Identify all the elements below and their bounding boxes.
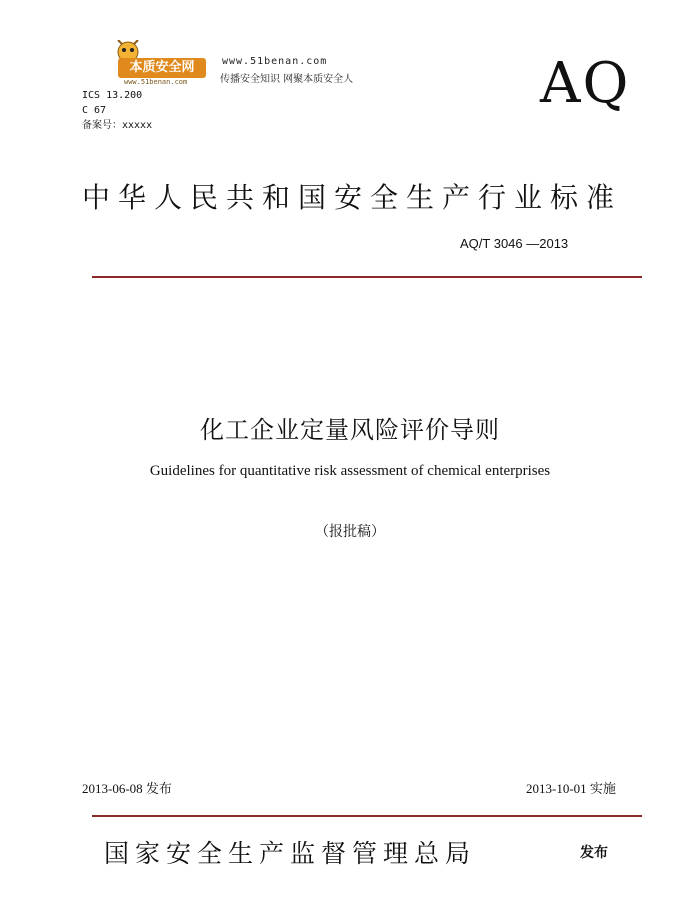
implement-date	[526, 778, 616, 797]
document-title-en: Guidelines for quantitative risk assessment of chemical enterprises	[149, 463, 551, 479]
ccs-code: C 67	[82, 105, 107, 116]
top-divider	[92, 276, 642, 278]
logo-subtext: www.51benan.com	[124, 78, 188, 86]
site-url[interactable]: www.51benan.com	[222, 56, 328, 67]
bottom-divider	[92, 815, 642, 817]
publish-date	[82, 778, 172, 797]
publish-date-label: 发布	[145, 782, 172, 797]
filing-number: 备案号：xxxxx	[82, 120, 153, 131]
standard-number: AQ/T 3046 —2013	[460, 236, 569, 251]
logo-text: 本质安全网	[118, 58, 206, 78]
site-slogan: 传播安全知识 网聚本质安全人	[220, 74, 354, 85]
standard-type-heading: 中华人民共和国安全生产行业标准	[82, 181, 623, 214]
ics-code: ICS 13.200	[82, 90, 143, 101]
implement-date-value: 2013-10-01	[526, 781, 587, 796]
classification-codes	[82, 88, 152, 133]
draft-status: （报批稿）	[315, 524, 385, 540]
issuing-authority: 国家安全生产监督管理总局	[104, 839, 477, 868]
document-title-cn: 化工企业定量风险评价导则	[200, 416, 500, 444]
publish-date-value: 2013-06-08	[82, 781, 143, 796]
issue-label: 发布	[580, 845, 608, 861]
implement-date-label: 实施	[589, 782, 616, 797]
standard-mark: AQ	[540, 51, 631, 116]
